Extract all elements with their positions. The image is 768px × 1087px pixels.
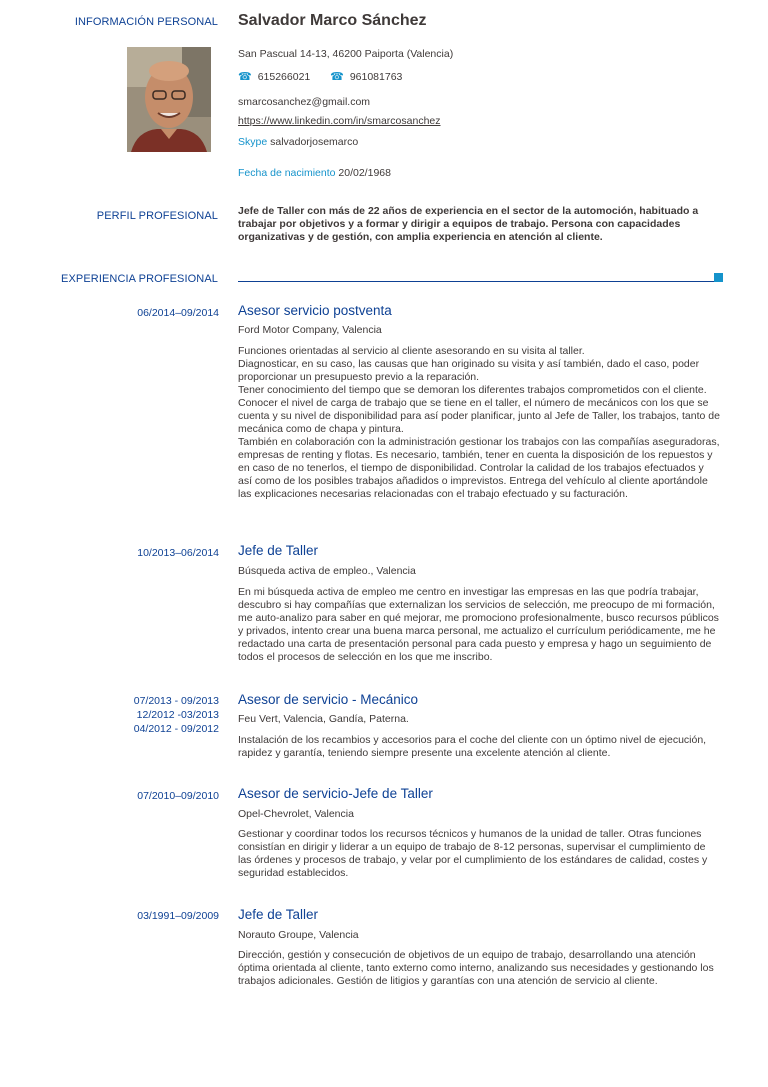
job-dates: 10/2013–06/2014 (137, 547, 219, 559)
job-company: Búsqueda activa de empleo., Valencia (238, 565, 416, 577)
job-title: Asesor de servicio-Jefe de Taller (238, 786, 433, 801)
job-description: Gestionar y coordinar todos los recursos técnicos y humanos de la unidad de taller. Otras funciones consistían en dirigir y liderar a un equipo de trabajo de 8-12 personas, supervisar el cumplimiento de las órdenes y procesos de trabajo, y velar por el cumplimiento de los estándares de calidad, costes y seguridad establecidos. (238, 828, 708, 879)
phone-2: 961081763 (349, 71, 403, 83)
job-description: En mi búsqueda activa de empleo me centro en investigar las empresas en las que podría trabajar, descubro si hay compañías que externalizan los servicios de selección, me preocupo de mi formación, me auto-analizo para saber en qué mejorar, me promociono profesionalmente, busco recursos públicos y privados, intento crear una buena marca personal, me actualizo el currículum periódicamente, me he redactado una carta de presentación personal para cada puesto y empresa y hago un seguimiento de todos el procesos de selección en los que me inscribo. (238, 586, 719, 663)
job-dates: 06/2014–09/2014 (137, 307, 219, 319)
birth-value: 20/02/1968 (338, 167, 391, 179)
skype-row (238, 136, 358, 148)
job-description: Funciones orientadas al servicio al cliente asesorando en su visita al taller. Diagnosticar, en su caso, las causas que han originado su visita y así también, dado el caso, poder proporcionar un presupuesto previo a la reparación. Tener conocimiento del tiempo que se demoran los diferentes trabajos comprometidos con el cliente. Conocer el nivel de carga de trabajo que se tiene en el taller, el número de mecánicos con los que se cuenta y su nivel de disponibilidad para así poder planificar, junto al Jefe de Taller, los trabajos, tanto de mecánica como de chapa y pintura. También en colaboración con la administración gestionar los trabajos con las compañías aseguradoras, empresas de renting y flotas. Es necesario, también, tener en cuenta la disposición de los repuestos y en caso de no tenerlos, el tiempo de disponibilidad. Controlar la calidad de los trabajos efectuados y así como de los posibles trabajos añadidos o imprevistos. Entrega del vehículo al cliente aportándole las explicaciones necesarias relacionadas con el trabajo efectuado y su facturación. (238, 345, 720, 500)
email[interactable]: smarcosanchez@gmail.com (238, 96, 371, 108)
job-description: Dirección, gestión y consecución de objetivos de un equipo de trabajo, desarrollando una atención óptima orientada al cliente, tanto externo como interno, analizando sus necesidades y gestionando los trabajos adicionales. Gestión de litigios y garantías con una atención de servicio al cliente. (238, 949, 714, 987)
skype-value: salvadorjosemarco (270, 136, 359, 148)
address: San Pascual 14-13, 46200 Paiporta (Valencia) (238, 48, 454, 60)
skype-label: Skype (238, 136, 268, 148)
job-dates: 07/2010–09/2010 (137, 790, 219, 802)
job-dates: 07/2013 - 09/2013 12/2012 -03/2013 04/2012 - 09/2012 (133, 695, 219, 735)
job-title: Asesor servicio postventa (238, 303, 392, 318)
profile-heading: PERFIL PROFESIONAL (96, 210, 218, 222)
personal-info-heading: INFORMACIÓN PERSONAL (74, 16, 218, 28)
job-title: Asesor de servicio - Mecánico (238, 692, 419, 707)
section-divider (238, 281, 714, 282)
job-company: Feu Vert, Valencia, Gandía, Paterna. (238, 713, 409, 725)
linkedin-link[interactable]: https://www.linkedin.com/in/smarcosanchez (238, 115, 441, 127)
birth-label: Fecha de nacimiento (238, 167, 336, 179)
job-dates: 03/1991–09/2009 (137, 910, 219, 922)
job-company: Ford Motor Company, Valencia (238, 324, 382, 336)
profile-photo (127, 47, 211, 152)
candidate-name: Salvador Marco Sánchez (238, 12, 427, 29)
birth-row (238, 167, 391, 179)
job-title: Jefe de Taller (238, 543, 319, 558)
job-description: Instalación de los recambios y accesorios para el coche del cliente con un óptimo nivel de ejecución, rapidez y garantía, teniendo siempre presente una excelente atención al cliente. (238, 734, 707, 759)
job-title: Jefe de Taller (238, 907, 319, 922)
experience-heading: EXPERIENCIA PROFESIONAL (61, 273, 218, 285)
divider-square (714, 273, 723, 282)
job-company: Opel-Chevrolet, Valencia (238, 808, 354, 820)
job-company: Norauto Groupe, Valencia (238, 929, 359, 941)
phone-1: 615266021 (257, 71, 311, 83)
phone-icon: ☎ (330, 71, 344, 83)
profile-summary: Jefe de Taller con más de 22 años de experiencia en el sector de la automoción, habituado a trabajar por objetivos y a formar y dirigir a equipos de trabajo. Persona con capacidades organizativas y de gestión, con amplia experiencia en atención al cliente. (238, 205, 699, 243)
phone-row (238, 70, 402, 83)
phone-icon: ☎ (238, 71, 252, 83)
